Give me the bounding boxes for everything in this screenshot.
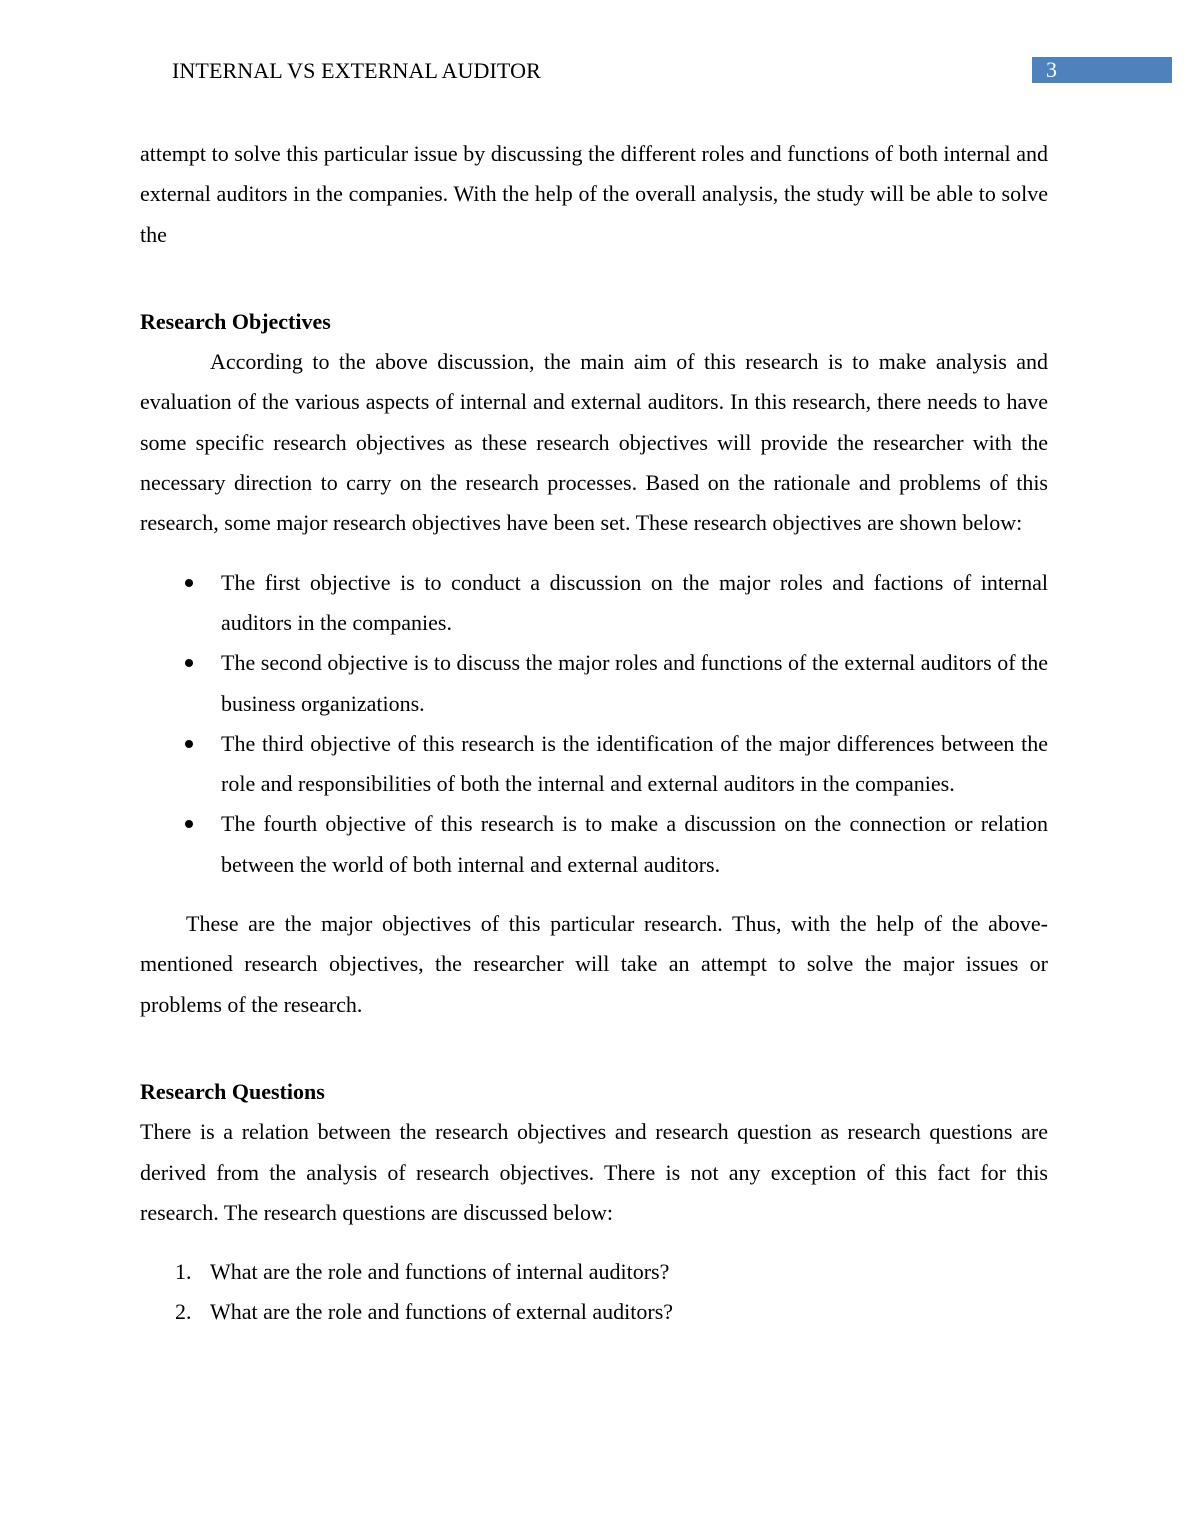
page-number: 3 — [1046, 57, 1057, 82]
list-item-text: The first objective is to conduct a discussion on the major roles and factions of internal auditors in the companies. — [221, 569, 1048, 635]
objectives-closing-paragraph: These are the major objectives of this particular research. Thus, with the help of the above-mentioned research objectives, the researcher will take an attempt to solve the major issues or problems of the research. — [140, 911, 1048, 1017]
bullet-icon — [185, 820, 193, 828]
list-item-text: The third objective of this research is the identification of the major differences between the role and responsibilities of both the internal and external auditors in the companies. — [221, 730, 1048, 797]
list-number: 2. — [175, 1299, 192, 1325]
research-questions-paragraph: There is a relation between the research objectives and research question as research questions are derived from the analysis of research objectives. There is not any exception of this fact for this research. The research questions are discussed below: — [140, 1119, 1048, 1225]
list-item — [140, 804, 1048, 885]
list-item — [140, 643, 1048, 724]
intro-paragraph: attempt to solve this particular issue by discussing the different roles and functions of both internal and external auditors in the companies. With the help of the overall analysis, the study will be able to solve the — [140, 141, 1048, 247]
bullet-icon — [185, 579, 193, 587]
list-item — [140, 1292, 1048, 1332]
list-item-text: What are the role and functions of external auditors? — [210, 1299, 674, 1325]
list-item — [140, 1252, 1048, 1292]
research-objectives-paragraph: According to the above discussion, the main aim of this research is to make analysis and evaluation of the various aspects of internal and external auditors. In this research, there needs to have some specific research objectives as these research objectives will provide the researcher with the necessary direction to carry on the research processes. Based on the rationale and problems of this research, some major research objectives have been set. These research objectives are shown below: — [140, 349, 1048, 536]
list-number: 1. — [175, 1259, 192, 1285]
list-item-text: The fourth objective of this research is to make a discussion on the connection or relation between the world of both internal and external auditors. — [221, 811, 1048, 877]
list-item-text: The second objective is to discuss the major roles and functions of the external auditors of the business organizations. — [221, 650, 1048, 716]
questions-list — [140, 1252, 1048, 1333]
research-questions-heading: Research Questions — [140, 1078, 325, 1104]
bullet-icon — [185, 740, 193, 748]
research-objectives-heading: Research Objectives — [140, 308, 331, 334]
list-item — [140, 563, 1048, 644]
objectives-list — [140, 563, 1048, 885]
list-item-text: What are the role and functions of internal auditors? — [210, 1259, 670, 1285]
document-body — [140, 134, 1048, 1333]
bullet-icon — [185, 659, 193, 667]
running-head-title: INTERNAL VS EXTERNAL AUDITOR — [172, 58, 541, 83]
list-item — [140, 724, 1048, 805]
page-number-box — [1032, 57, 1172, 83]
